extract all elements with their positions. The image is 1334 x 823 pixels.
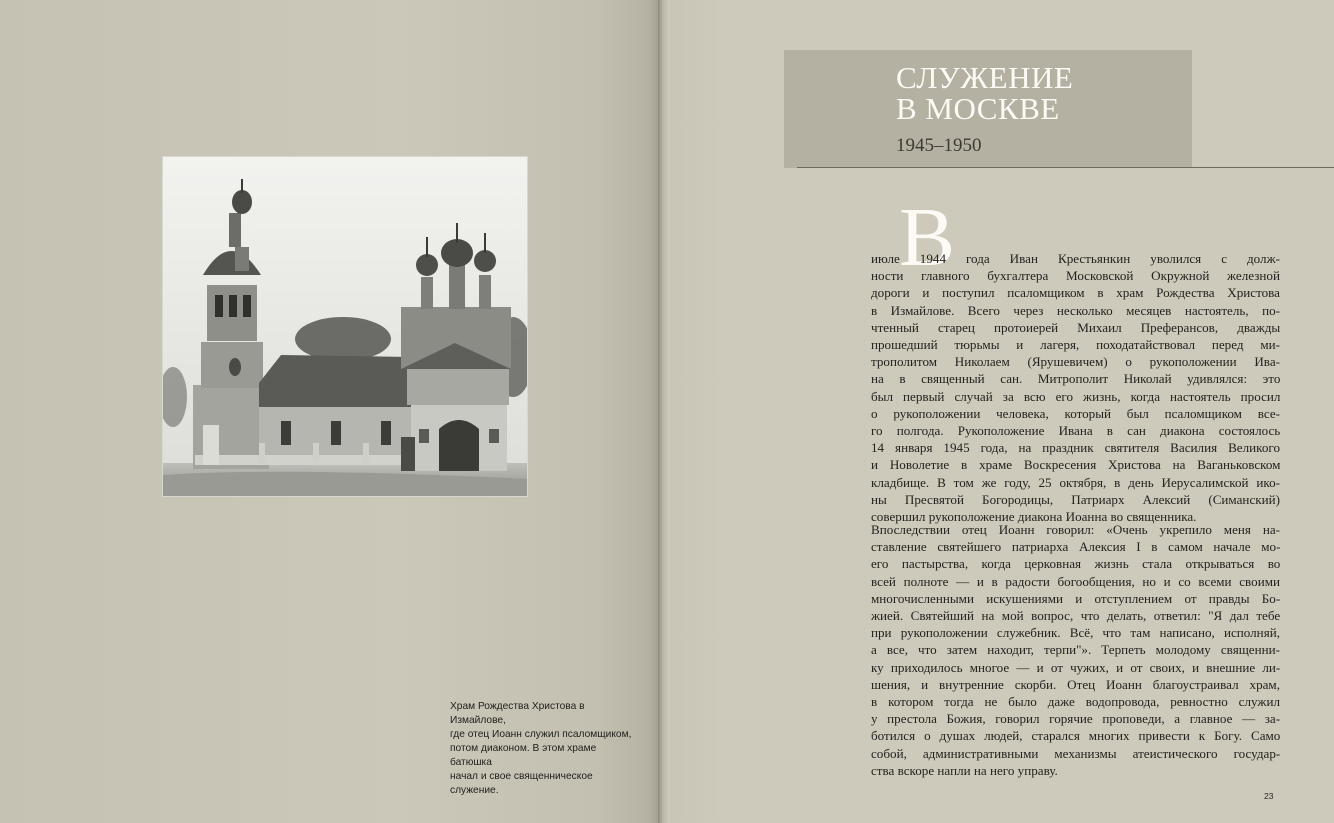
text-line: всей полноте — и в радости богообщения, но и со всеми своими	[871, 573, 1280, 589]
text-line: на в священный сан. Митрополит Николай удивлялся: это	[871, 371, 1281, 387]
drop-cap: В	[899, 191, 956, 284]
text-line: Впоследствии отец Иоанн говорил: «Очень укрепило меня на-	[871, 522, 1280, 537]
text-line: ботился о душах людей, старался многих привести к Богу. Само	[871, 728, 1281, 744]
text-line: многочисленными искушениями и отступлением от правды Бо-	[871, 590, 1281, 606]
text-line: и Новолетие в храме Воскресения Христова на Ваганьковском	[871, 457, 1281, 473]
text-line: трополитом Николаем (Ярушевичем) о рукоположении Ива-	[871, 354, 1280, 370]
body-paragraph-1	[871, 250, 1280, 525]
text-line: в котором тогда не было даже водопровода, ревностно служил	[871, 694, 1280, 710]
text-line: ства вскоре напли на него управу.	[871, 762, 1058, 778]
text-line: ставление святейшего патриарха Алексия I в самом начале мо-	[871, 539, 1281, 555]
text-line: ности главного бухгалтера Московской Окружной железной	[871, 268, 1280, 284]
text-line: ку приходилось многое — и от чужих, и от своих, и внешние ли-	[871, 659, 1281, 675]
heading-divider	[797, 167, 1334, 168]
text-line: июле 1944 года Иван Крестьянкин уволился с долж-	[871, 251, 1280, 266]
text-line: го полгода. Рукоположение Ивана в сан диакона состоялось	[871, 423, 1281, 439]
text-line: 14 января 1945 года, на праздник святителя Василия Великого	[871, 440, 1280, 456]
book-gutter	[658, 0, 670, 823]
text-line: его пастырства, когда церковная жизнь стала открываться во	[871, 556, 1281, 572]
text-line: чтенный старец протоиерей Михаил Преферансов, дважды	[871, 319, 1281, 335]
text-line: у престола Божия, говорил горячие проповеди, а главное — за-	[871, 711, 1281, 727]
chapter-title: СЛУЖЕНИЕ В МОСКВЕ	[896, 60, 1074, 126]
text-line: жией. Святейший на мой вопрос, что делать, ответил: "Я дал тебе	[871, 608, 1281, 624]
text-line: был первый случай за всю его жизнь, когда настоятель просил	[871, 388, 1281, 404]
text-line: дороги и поступил псаломщиком в храм Рождества Христова	[871, 285, 1280, 301]
text-line: совершил рукоположение диакона Иоанна во священника.	[871, 509, 1197, 525]
church-photo	[162, 156, 528, 497]
text-line: шения, и внутренние скорби. Отец Иоанн благоустраивал храм,	[871, 676, 1280, 692]
chapter-years: 1945–1950	[896, 135, 982, 156]
text-line: собой, административными механизмы атеистического государ-	[871, 745, 1281, 761]
text-line: о рукоположении человека, который был псаломщиком все-	[871, 405, 1280, 421]
text-line: в Измайлове. Всего через несколько месяцев настоятель, по-	[871, 302, 1280, 318]
text-line: при рукоположении служебник. Всё, что там написано, исполняй,	[871, 625, 1280, 641]
photo-caption: Храм Рождества Христова в Измайлове, где отец Иоанн служил псаломщиком, потом диаконом. В этом храме батюшка начал и свое священническое служение.	[450, 701, 632, 796]
body-paragraph-2	[871, 521, 1280, 779]
text-line: а все, что затем находит, терпи"». Терпеть молодому священни-	[871, 642, 1280, 658]
page-number: 23	[1264, 791, 1274, 801]
text-line: прошедший тюрьмы и лагеря, походатайствовал перед ми-	[871, 337, 1280, 353]
text-line: кладбище. В том же году, 25 октября, в день Иерусалимской ико-	[871, 474, 1281, 490]
text-line: ны Пресвятой Богородицы, Патриарх Алексий (Симанский)	[871, 491, 1280, 507]
church-illustration	[163, 157, 528, 497]
